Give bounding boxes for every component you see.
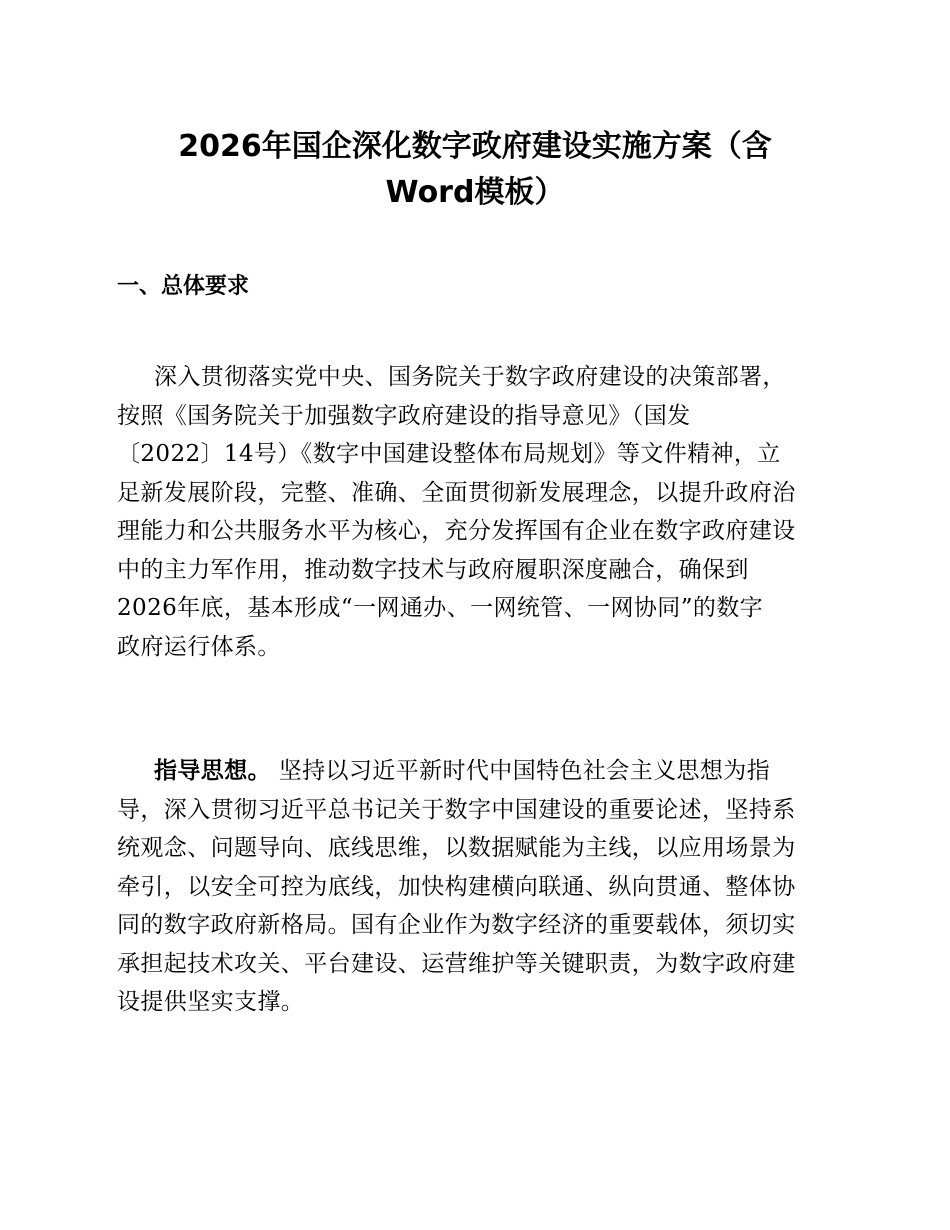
paragraph-line: 设提供坚实支撑。 bbox=[117, 989, 305, 1015]
paragraph-line-text: 坚持以习近平新时代中国特色社会主义思想为指 bbox=[271, 758, 771, 784]
document-title bbox=[100, 124, 850, 216]
paragraph-line: 按照《国务院关于加强数字政府建设的指导意见》（国发 bbox=[117, 402, 691, 429]
paragraph-line: 牵引，以安全可控为底线，加快构建横向联通、纵向贯通、整体协 bbox=[117, 873, 796, 900]
document-title-line-1: 2026年国企深化数字政府建设实施方案（含 bbox=[178, 129, 772, 164]
paragraph-line: 理能力和公共服务水平为核心，充分发挥国有企业在数字政府建设 bbox=[117, 518, 796, 544]
section-heading: 一、总体要求 bbox=[117, 274, 250, 299]
paragraph-lead-label: 指导思想。 bbox=[154, 758, 271, 784]
paragraph-line: 导，深入贯彻习近平总书记关于数字中国建设的重要论述，坚持系 bbox=[117, 796, 796, 823]
paragraph-line: 足新发展阶段，完整、准确、全面贯彻新发展理念，以提升政府治 bbox=[117, 479, 796, 506]
paragraph-line: 政府运行体系。 bbox=[117, 633, 281, 660]
paragraph-guiding-thought bbox=[117, 752, 837, 1022]
paragraph-line: 2026年底，基本形成“一网通办、一网统管、一网协同”的数字 bbox=[117, 595, 764, 621]
paragraph-overview bbox=[117, 358, 837, 666]
paragraph-first-line bbox=[117, 752, 837, 791]
paragraph-line: 统观念、问题导向、底线思维，以数据赋能为主线，以应用场景为 bbox=[117, 835, 796, 861]
document-title-line-2: Word模板） bbox=[385, 175, 565, 210]
paragraph-line: 中的主力军作用，推动数字技术与政府履职深度融合，确保到 bbox=[117, 556, 749, 583]
paragraph-line: 承担起技术攻关、平台建设、运营维护等关键职责，为数字政府建 bbox=[117, 950, 796, 977]
paragraph-line: 同的数字政府新格局。国有企业作为数字经济的重要载体，须切实 bbox=[117, 912, 796, 938]
paragraph-line: 〔2022〕14号）《数字中国建设整体布局规划》等文件精神，立 bbox=[117, 441, 781, 467]
paragraph-line: 深入贯彻落实党中央、国务院关于数字政府建设的决策部署， bbox=[154, 364, 786, 390]
